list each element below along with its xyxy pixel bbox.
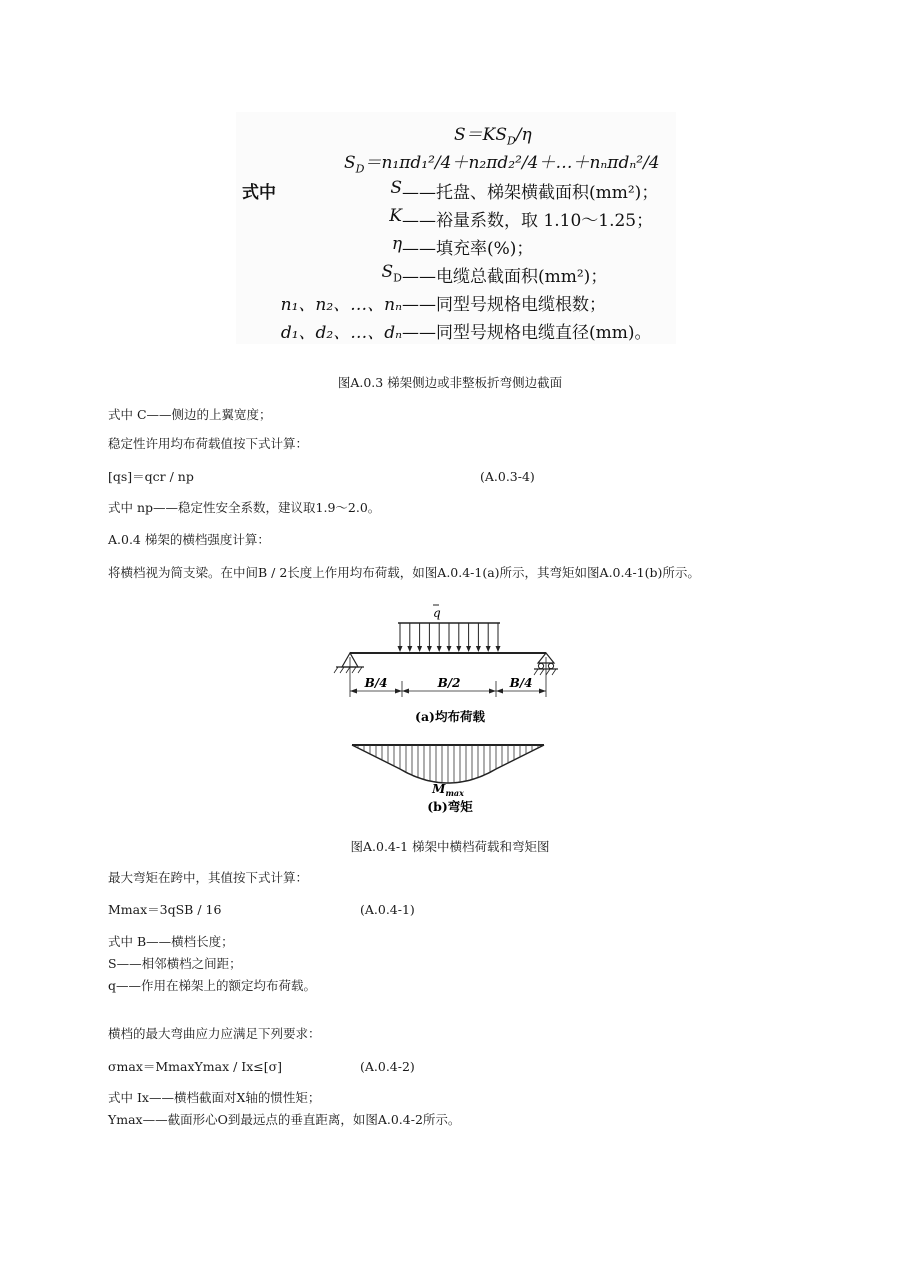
load-arrowhead: [407, 646, 412, 652]
beam-figure: [330, 595, 570, 817]
def-desc-d: ——同型号规格电缆直径(mm)。: [402, 323, 652, 343]
formula-sd-eq: $S_D=n_1\pi d_1^2/4+n_2\pi d_2^2/4+\dots+n_n\pi d_n^2/4$: [344, 153, 660, 176]
def-desc-n: ——同型号规格电缆根数；: [402, 295, 606, 315]
q-label: q: [433, 606, 441, 620]
dim-mid-label: B/2: [437, 676, 461, 690]
def-sym-n: n₁、n₂、…、nₙ: [280, 295, 402, 315]
text-line: 式中 C——侧边的上翼宽度；: [108, 407, 272, 422]
def-sym-eta: η: [391, 234, 402, 254]
dim-left-label: B/4: [364, 676, 388, 690]
load-arrowhead: [456, 646, 461, 652]
formula-mmax: Mmax＝3qSB / 16: [108, 902, 222, 917]
figure-caption-a04-1: 图A.0.4-1 梯架中横档荷载和弯矩图: [350, 839, 550, 854]
text-line: q——作用在梯架上的额定均布荷载。: [108, 978, 317, 993]
moment-label: $M_{max}$: [432, 782, 464, 798]
formula-sigma: σmax＝MmaxYmax / Ix≤[σ]: [108, 1059, 283, 1074]
where-label: 式中: [242, 183, 276, 203]
def-sym-s: S: [390, 178, 402, 198]
right-support-hatch: [534, 669, 556, 675]
left-support-hatch: [334, 667, 362, 673]
text-line: S——相邻横档之间距；: [108, 956, 242, 971]
text-line: 式中 np——稳定性安全系数，建议取1.9～2.0。: [108, 500, 381, 515]
load-arrowhead: [486, 646, 491, 652]
def-desc-k: ——裕量系数，取 1.10～1.25；: [402, 211, 654, 231]
load-arrowhead: [476, 646, 481, 652]
subcaption-a: (a)均布荷载: [415, 709, 485, 724]
load-arrowhead: [427, 646, 432, 652]
def-sym-sd: $S_D$: [381, 262, 402, 285]
def-desc-s: ——托盘、梯架横截面积(mm²)；: [402, 183, 659, 203]
load-arrowhead: [447, 646, 452, 652]
text-line: 横档的最大弯曲应力应满足下列要求：: [108, 1026, 321, 1041]
text-line: Ymax——截面形心O到最远点的垂直距离，如图A.0.4-2所示。: [108, 1112, 461, 1127]
def-sym-d: d₁、d₂、…、dₙ: [280, 323, 402, 343]
def-desc-sd: ——电缆总截面积(mm²)；: [402, 267, 608, 287]
formula-number: (A.0.3-4): [480, 469, 535, 484]
load-arrowhead: [417, 646, 422, 652]
load-arrowhead: [466, 646, 471, 652]
def-sym-k: K: [389, 206, 402, 226]
formula-number: (A.0.4-1): [360, 902, 415, 917]
load-arrowhead: [437, 646, 442, 652]
figure-caption-a03-3: 图A.0.3 梯架侧边或非整板折弯侧边截面: [337, 375, 563, 390]
moment-hatch: [358, 745, 538, 783]
text-line: 最大弯矩在跨中，其值按下式计算：: [108, 870, 309, 885]
text-line: 式中 Ix——横档截面对X轴的惯性矩；: [108, 1090, 321, 1105]
formula-s-eq: $S=KS_D/\eta$: [454, 125, 532, 148]
text-line: 将横档视为简支梁。在中间B / 2长度上作用均布荷载，如图A.0.4-1(a)所示，其弯矩如图A.0.4-1(b)所示。: [108, 565, 700, 580]
section-heading: A.0.4 梯架的横档强度计算：: [108, 532, 270, 547]
subcaption-b: (b)弯矩: [427, 799, 473, 814]
formula-qs: [qs]＝qcr / np: [108, 469, 194, 484]
text-line: 式中 B——横档长度；: [108, 934, 234, 949]
load-arrowhead: [496, 646, 501, 652]
text-line: 稳定性许用均布荷载值按下式计算：: [108, 436, 309, 451]
load-arrows: [398, 623, 501, 652]
def-desc-eta: ——填充率(%)；: [402, 239, 534, 259]
formula-number: (A.0.4-2): [360, 1059, 415, 1074]
formula-image: [236, 112, 676, 344]
dim-right-label: B/4: [509, 676, 533, 690]
load-arrowhead: [398, 646, 403, 652]
